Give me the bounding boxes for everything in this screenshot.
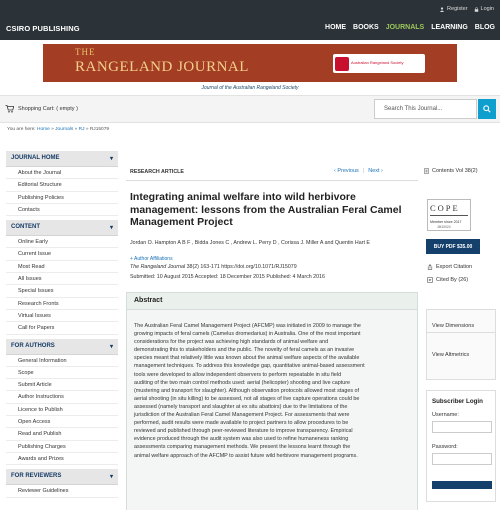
password-field[interactable]: [432, 453, 492, 465]
article-title: Integrating animal welfare into wild herbivore management: lessons from the Australian Feral Camel Management Project: [130, 191, 402, 228]
login-button[interactable]: [432, 481, 492, 489]
nav-books[interactable]: BOOKS: [353, 24, 379, 31]
chevron-down-icon: ▾: [109, 343, 113, 350]
previous-label: Previous: [337, 168, 359, 174]
sidebar-item-special-issues[interactable]: Special Issues: [6, 285, 118, 297]
brand-logo[interactable]: CSIRO PUBLISHING: [6, 24, 80, 33]
sidebar-item-about[interactable]: About the Journal: [6, 167, 118, 179]
abstract-line: management techniques. To address this knowledge gap, quantitative animal-based assessment: [134, 363, 365, 370]
nav-journals[interactable]: JOURNALS: [385, 24, 425, 31]
login-link[interactable]: [474, 6, 494, 12]
abstract-line: assessments comparing management methods. We present the lessons learnt through the: [134, 444, 351, 451]
chevron-down-icon: ▾: [109, 225, 113, 232]
sidebar-item-call-for-papers[interactable]: Call for Papers: [6, 322, 118, 334]
next-link[interactable]: [368, 168, 383, 174]
chevron-right-icon: ›: [379, 168, 383, 174]
export-icon: [427, 264, 433, 270]
cited-by-link[interactable]: [427, 277, 468, 283]
sidebar-item-licence[interactable]: Licence to Publish: [6, 404, 118, 416]
sidebar-item-policies[interactable]: Publishing Policies: [6, 192, 118, 204]
lock-icon: [474, 7, 479, 12]
sidebar-item-awards[interactable]: Awards and Prizes: [6, 453, 118, 465]
sidebar-item-charges[interactable]: Publishing Charges: [6, 441, 118, 453]
abstract-line: auditing of the two main control methods used: aerial (helicopter) shooting and live capture: [134, 379, 351, 386]
society-crest-icon: [335, 57, 349, 71]
abstract-line: (mustering and transport for slaughter). Although observation protocols allowed most stages of: [134, 387, 360, 394]
sidebar-item-most-read[interactable]: Most Read: [6, 261, 118, 273]
sidebar-item-scope[interactable]: Scope: [6, 367, 118, 379]
abstract-line: The Australian Feral Camel Management Project (AFCMP) was initiated in 2009 to manage the: [134, 323, 361, 329]
document-icon: [424, 168, 429, 174]
abstract-line: demonstrating this to stakeholders and the public. The novelty of feral camels as an invasive: [134, 347, 355, 354]
sidebar-item-research-fronts[interactable]: Research Fronts: [6, 298, 118, 310]
abstract-line: jurisdiction of the Australian Feral Camel Management Project. For assessments that were: [134, 412, 350, 419]
citation: [130, 264, 297, 270]
abstract-line: tools were developed to allow independent observers to perform repeatable in situ field: [134, 371, 342, 378]
export-citation-label: Export Citation: [436, 264, 473, 270]
sidebar-heading-label: CONTENT: [11, 224, 40, 231]
next-label: Next: [368, 168, 380, 174]
banner-title: RANGELAND JOURNAL: [75, 59, 249, 75]
citation-details[interactable]: 38(2) 163-171 https://doi.org/10.1071/RJ15079: [186, 264, 297, 270]
journal-banner[interactable]: [43, 44, 457, 82]
previous-link[interactable]: [334, 168, 359, 174]
sidebar-item-open-access[interactable]: Open Access: [6, 416, 118, 428]
sidebar-heading-label: FOR AUTHORS: [11, 342, 55, 349]
cope-logo: COPE: [430, 203, 460, 213]
sidebar-heading-label: JOURNAL HOME: [11, 155, 60, 161]
prev-next-nav: [334, 168, 383, 174]
contents-link[interactable]: [424, 168, 478, 174]
search-button[interactable]: [478, 99, 496, 119]
cope-rule: [430, 215, 468, 216]
shopping-cart[interactable]: [5, 105, 78, 113]
sidebar: [6, 151, 118, 498]
register-label: Register: [447, 6, 468, 12]
sidebar-item-current-issue[interactable]: Current Issue: [6, 248, 118, 260]
buy-pdf-button[interactable]: BUY PDF $35.00: [426, 239, 480, 254]
sidebar-heading-label: FOR REVIEWERS: [11, 473, 62, 480]
sidebar-item-online-early[interactable]: Online Early: [6, 236, 118, 248]
sidebar-item-submit-article[interactable]: Submit Article: [6, 379, 118, 391]
abstract-line: species meant that relatively little was known about the animal welfare aspects of the available: [134, 355, 360, 362]
abstract-line: growing impacts of feral camels (Camelus dromedarius) in Australia. One of the most important: [134, 331, 361, 338]
chevron-left-icon: ‹: [334, 168, 338, 174]
abstract-line: animal welfare approach of the AFCMP to assist future wild herbivore management programs.: [134, 452, 358, 459]
sidebar-heading-content[interactable]: [6, 220, 118, 236]
chevron-down-icon: ▾: [109, 474, 113, 481]
article-dates: Submitted: 10 August 2015 Accepted: 18 December 2015 Published: 4 March 2016: [130, 274, 325, 280]
society-logo-text: Australian Rangeland Society: [351, 60, 404, 66]
breadcrumb-rj[interactable]: RJ: [78, 127, 85, 132]
cart-label: Shopping Cart: ( empty ): [18, 106, 78, 112]
cart-icon: [5, 105, 14, 113]
cited-by-label: Cited By (26): [436, 277, 469, 283]
divider: |: [362, 168, 365, 174]
main-nav: [325, 24, 495, 31]
journal-subtitle: Journal of the Australian Rangeland Society: [201, 85, 299, 91]
divider: [126, 180, 418, 181]
subscriber-login: [426, 390, 496, 502]
abstract-heading: Abstract: [126, 292, 418, 310]
register-link[interactable]: [440, 6, 467, 12]
sidebar-item-reviewer-guidelines[interactable]: Reviewer Guidelines: [6, 485, 118, 497]
abstract-body: [126, 310, 418, 510]
username-label: Username:: [432, 412, 459, 418]
sidebar-item-virtual-issues[interactable]: Virtual Issues: [6, 310, 118, 322]
breadcrumb-journals[interactable]: Journals: [55, 127, 74, 132]
cope-id: JM10024: [437, 225, 451, 229]
abstract-line: performed, audit results were made available to project partners to allow procedures to be: [134, 420, 349, 427]
contents-label: Contents Vol 38(2): [432, 168, 478, 174]
breadcrumb-home[interactable]: Home: [36, 127, 50, 132]
chevron-down-icon: ▾: [109, 156, 113, 162]
abstract-line: assessed (namely transport and slaughter at ex situ abattoirs) due to the limitations of the: [134, 403, 348, 410]
altmetrics-widget[interactable]: View Altmetrics: [426, 332, 496, 380]
citation-journal: The Rangeland Journal: [130, 264, 186, 270]
banner-the: THE: [75, 47, 96, 57]
user-plus-icon: [440, 7, 445, 12]
export-citation-link[interactable]: [427, 264, 472, 270]
password-label: Password:: [432, 444, 458, 450]
abstract-line: reviewed and published through peer-reviewed literature to improve transparency. Empirical: [134, 428, 353, 435]
top-bar: [0, 0, 500, 40]
author-affiliations-toggle[interactable]: + Author Affiliations: [130, 256, 173, 262]
article-type: RESEARCH ARTICLE: [130, 169, 184, 175]
sidebar-item-general-info[interactable]: General Information: [6, 355, 118, 367]
sidebar-item-all-issues[interactable]: All Issues: [6, 273, 118, 285]
abstract-line: aerial shooting (in situ killing) to be assessed, not all stages of live capture operations could be: [134, 395, 360, 402]
username-field[interactable]: [432, 421, 492, 433]
login-label: Login: [480, 6, 494, 12]
cope-member: Member since 2017: [430, 220, 462, 224]
sidebar-heading-for-authors[interactable]: [6, 339, 118, 355]
nav-blog[interactable]: BLOG: [474, 24, 495, 31]
abstract-line: considerations for the project was achieving high standards of animal welfare and: [134, 339, 329, 346]
dimensions-widget[interactable]: View Dimensions: [426, 309, 496, 355]
sidebar-item-read-publish[interactable]: Read and Publish: [6, 428, 118, 440]
article-authors[interactable]: Jordan O. Hampton A B F , Bidda Jones C , Andrew L. Perry D , Corissa J. Miller A and Quentin Hart E: [130, 240, 370, 246]
utility-links: [440, 6, 494, 12]
cope-badge[interactable]: [427, 199, 471, 231]
search-input[interactable]: Search This Journal...: [374, 99, 477, 119]
sidebar-item-author-instructions[interactable]: Author Instructions: [6, 391, 118, 403]
quote-icon: [427, 277, 433, 283]
login-title: Subscriber Login: [432, 398, 483, 405]
breadcrumb: You are here: Home » Journals » RJ » RJ15079: [7, 127, 110, 132]
search-icon: [483, 105, 491, 113]
sidebar-heading-for-reviewers[interactable]: [6, 469, 118, 485]
breadcrumb-prefix: You are here:: [7, 127, 36, 132]
abstract-line: evidence produced through the audit system was also used to refine humaneness ranking: [134, 436, 349, 443]
sidebar-heading-journal-home[interactable]: [6, 151, 118, 167]
breadcrumb-current: RJ15079: [89, 127, 110, 132]
cart-search-bar: [0, 95, 500, 123]
sidebar-item-contacts[interactable]: Contacts: [6, 204, 118, 216]
nav-learning[interactable]: LEARNING: [431, 24, 468, 31]
sidebar-item-editorial[interactable]: Editorial Structure: [6, 179, 118, 191]
nav-home[interactable]: HOME: [325, 24, 347, 31]
society-logo: [333, 54, 425, 73]
